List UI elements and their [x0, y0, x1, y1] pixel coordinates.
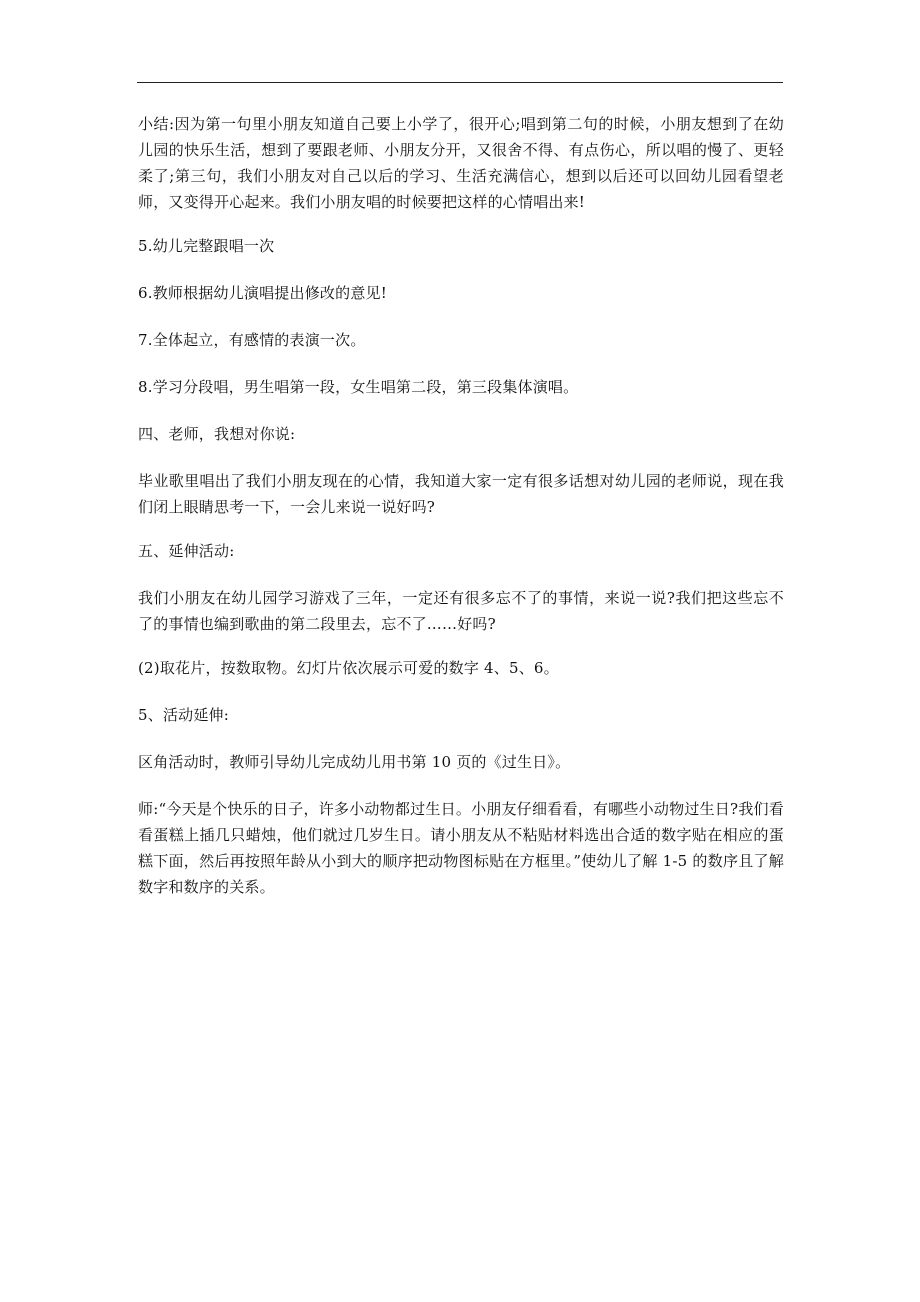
- paragraph-step-5: 5.幼儿完整跟唱一次: [138, 237, 275, 255]
- paragraph-teacher-dialogue: 师:“今天是个快乐的日子，许多小动物都过生日。小朋友仔细看看，有哪些小动物过生日?我们看看蛋糕上插几只蜡烛，他们就过几岁生日。请小朋友从不粘贴材料选出合适的数字贴在相应的蛋糕下面，然后再按照年龄从小到大的顺序把动物图标贴在方框里。”使幼儿了解 1-5 的数序且了解数字和数序的关系。: [138, 800, 784, 896]
- paragraph-section-5: 我们小朋友在幼儿园学习游戏了三年，一定还有很多忘不了的事情，来说一说?我们把这些忘不了的事情也编到歌曲的第二段里去，忘不了……好吗?: [138, 589, 784, 633]
- paragraph-section-4: 毕业歌里唱出了我们小朋友现在的心情，我知道大家一定有很多话想对幼儿园的老师说，现在我们闭上眼睛思考一下，一会儿来说一说好吗?: [138, 472, 784, 516]
- section-heading-4: 四、老师，我想对你说:: [138, 425, 296, 443]
- paragraph-corner-activity: 区角活动时，教师引导幼儿完成幼儿用书第 10 页的《过生日》。: [138, 753, 571, 771]
- document-body: [138, 111, 784, 918]
- header-rule: [137, 82, 783, 83]
- section-heading-5: 五、延伸活动:: [138, 542, 235, 560]
- section-heading-activity-extension: 5、活动延伸:: [138, 706, 229, 724]
- paragraph-summary: 小结:因为第一句里小朋友知道自己要上小学了，很开心;唱到第二句的时候，小朋友想到了在幼儿园的快乐生活，想到了要跟老师、小朋友分开，又很舍不得、有点伤心，所以唱的慢了、更轻柔了;第三句，我们小朋友对自己以后的学习、生活充满信心，想到以后还可以回幼儿园看望老师，又变得开心起来。我们小朋友唱的时候要把这样的心情唱出来!: [138, 115, 784, 211]
- paragraph-flower-cards: (2)取花片，按数取物。幻灯片依次展示可爱的数字 4、5、6。: [138, 659, 559, 677]
- paragraph-step-8: 8.学习分段唱，男生唱第一段，女生唱第二段，第三段集体演唱。: [138, 378, 579, 396]
- paragraph-step-7: 7.全体起立，有感情的表演一次。: [138, 331, 366, 349]
- paragraph-step-6: 6.教师根据幼儿演唱提出修改的意见!: [138, 284, 387, 302]
